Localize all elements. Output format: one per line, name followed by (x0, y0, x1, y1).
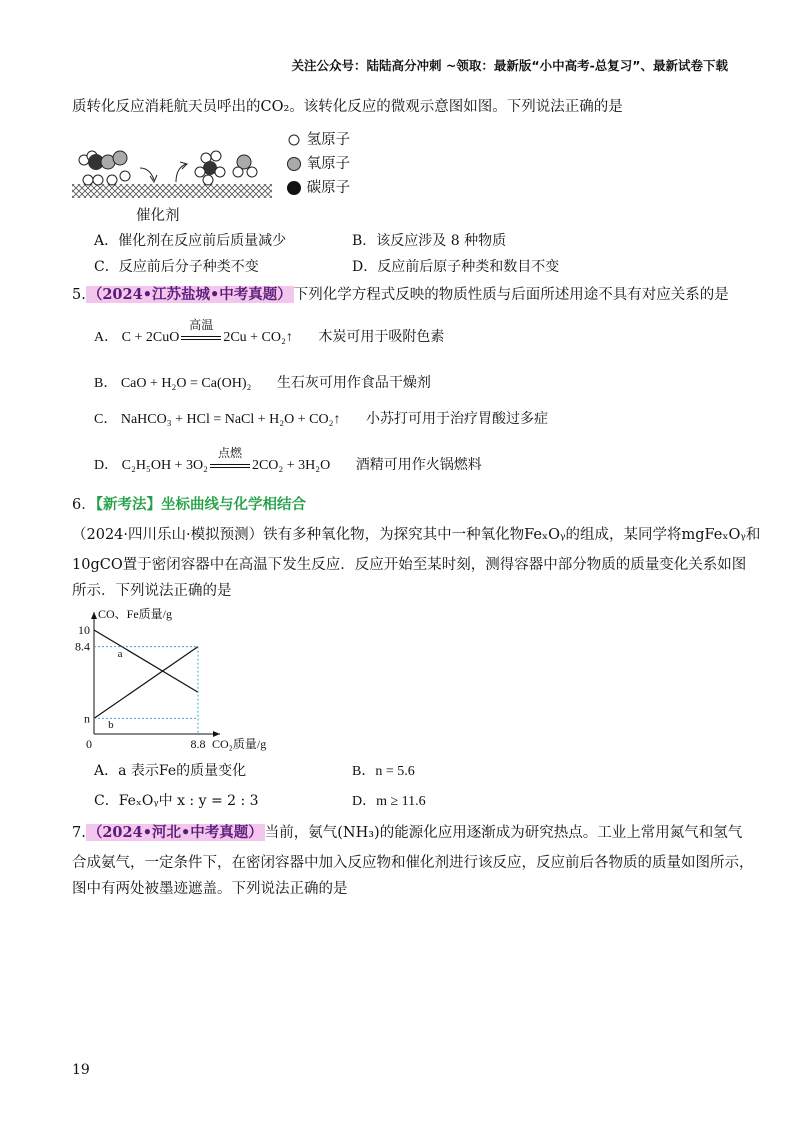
q7-source-badge: （2024•河北•中考真题） (87, 824, 263, 841)
hydrogen-atom (93, 175, 103, 185)
oxygen-legend-icon (286, 156, 302, 172)
y-tick-label: 8.4 (75, 639, 90, 654)
q6-option-d[interactable]: D．m ≥ 11.6 (352, 794, 426, 809)
q4-option-d[interactable]: D．反应前后原子种类和数目不变 (352, 259, 560, 275)
q6-stem-line-3: 所示．下列说法正确的是 (72, 583, 232, 599)
use-description: 木炭可用于吸附色素 (318, 329, 445, 345)
hydrogen-atom (120, 171, 130, 181)
q5-number: 5. (72, 287, 86, 303)
q6-option-b[interactable]: B．n = 5.6 (352, 764, 415, 779)
q6-option-a[interactable]: A．a 表示Fe的质量变化 (94, 763, 247, 779)
hydrogen-atom (203, 175, 213, 185)
q7-stem-line-3: 图中有两处被墨迹遮盖。下列说法正确的是 (72, 881, 348, 897)
q5-option-d[interactable]: D． C₂H₅OH + 3O₂ 点燃 2CO₂ + 3H₂O 酒精可用作火锅燃料 (94, 446, 482, 473)
q7-stem-line-1 (72, 822, 742, 844)
hydrogen-atom (107, 175, 117, 185)
q4-option-a[interactable]: A．催化剂在反应前后质量减少 (94, 233, 287, 249)
hydrogen-atom (195, 167, 205, 177)
equation-right: 2Cu + CO₂↑ (223, 330, 293, 345)
hydrogen-atom (247, 167, 257, 177)
equation-right: 2CO₂ + 3H₂O (251, 458, 331, 473)
hydrogen-atom (211, 151, 221, 161)
catalyst-surface (72, 184, 272, 198)
y-tick-label: n (84, 711, 90, 726)
q5-stem-line (72, 284, 729, 306)
page-header: 关注公众号：陆陆高分冲刺 ~领取：最新版“小中高考-总复习”、最新试卷下载 (291, 58, 728, 73)
equation-left: C₂H₅OH + 3O₂ (121, 458, 208, 473)
legend-carbon: 碳原子 (306, 180, 351, 196)
series-a-label: a (117, 648, 123, 661)
q6-tag: 【新考法】 (95, 497, 161, 513)
legend-hydrogen: 氢原子 (306, 132, 351, 148)
reaction-condition: 高温 (189, 318, 214, 332)
x-tick-label: 0 (86, 737, 92, 751)
mass-chart (70, 604, 290, 752)
use-description: 小苏打可用于治疗胃酸过多症 (366, 411, 549, 427)
page-number: 19 (72, 1062, 90, 1078)
carbon-legend-icon (286, 180, 302, 196)
q7-stem: 当前，氨气(NH₃)的能源化应用逐渐成为研究热点。工业上常用氮气和氢气 (264, 825, 743, 841)
y-tick-label: 10 (78, 623, 90, 637)
q5-option-b[interactable]: B． CaO + H₂O = Ca(OH)₂ 生石灰可用作食品干燥剂 (94, 375, 431, 391)
q6-tag-title: 坐标曲线与化学相结合 (160, 497, 306, 513)
atom-legend (286, 128, 350, 200)
q6-number: 6． (72, 497, 96, 513)
legend-oxygen: 氧原子 (306, 156, 351, 172)
q6-stem-line-1: （2024·四川乐山·模拟预测）铁有多种氧化物，为探究其中一种氧化物FeₓOᵧ的组成，某同学将mgFeₓOᵧ和 (72, 527, 761, 543)
q6-stem-line-2: 10gCO置于密闭容器中在高温下发生反应．反应开始至某时刻，测得容器中部分物质的质量变化关系如图 (72, 557, 747, 573)
q5-stem: 下列化学方程式反映的物质性质与后面所述用途不具有对应关系的是 (293, 287, 729, 303)
q5-option-c[interactable]: C． NaHCO₃ + HCl = NaCl + H₂O + CO₂↑ 小苏打可用于治疗胃酸过多症 (94, 411, 549, 427)
catalyst-label: 催化剂 (136, 208, 180, 224)
series-b-label: b (108, 718, 114, 731)
use-description: 酒精可用作火锅燃料 (355, 457, 482, 473)
q5-option-a[interactable]: A． C + 2CuO 高温 2Cu + CO₂↑ 木炭可用于吸附色素 (94, 318, 445, 345)
x-tick-label: 8.8 (190, 737, 206, 751)
q4-option-c[interactable]: C．反应前后分子种类不变 (94, 259, 259, 275)
hydrogen-legend-icon (286, 132, 302, 148)
x-axis-label: CO₂质量/g (212, 737, 267, 751)
q6-heading (72, 494, 306, 516)
hydrogen-atom (233, 167, 243, 177)
hydrogen-atom (83, 175, 93, 185)
q4-intro: 质转化反应消耗航天员呼出的CO₂。该转化反应的微观示意图如图。下列说法正确的是 (72, 99, 623, 115)
q7-stem-line-2: 合成氨气，一定条件下，在密闭容器中加入反应物和催化剂进行该反应，反应前后各物质的质量如图所示， (72, 855, 754, 871)
oxygen-atom (113, 151, 127, 165)
equation: CaO + H₂O = Ca(OH)₂ (120, 376, 252, 391)
use-description: 生石灰可用作食品干燥剂 (276, 375, 431, 391)
q4-option-b[interactable]: B．该反应涉及 8 种物质 (352, 233, 507, 249)
hydrogen-atom (215, 167, 225, 177)
y-axis-label: CO、Fe质量/g (98, 607, 173, 621)
equation: NaHCO₃ + HCl = NaCl + H₂O + CO₂↑ (120, 412, 341, 427)
q7-number: 7. (72, 825, 86, 841)
equation-left: C + 2CuO (121, 330, 180, 345)
y-axis-arrow-icon (91, 612, 97, 619)
reaction-condition: 点燃 (217, 446, 242, 460)
q6-option-c[interactable]: C．FeₓOᵧ中 x : y = 2 : 3 (94, 793, 259, 809)
q5-source-badge: （2024•江苏盐城•中考真题） (87, 286, 292, 303)
